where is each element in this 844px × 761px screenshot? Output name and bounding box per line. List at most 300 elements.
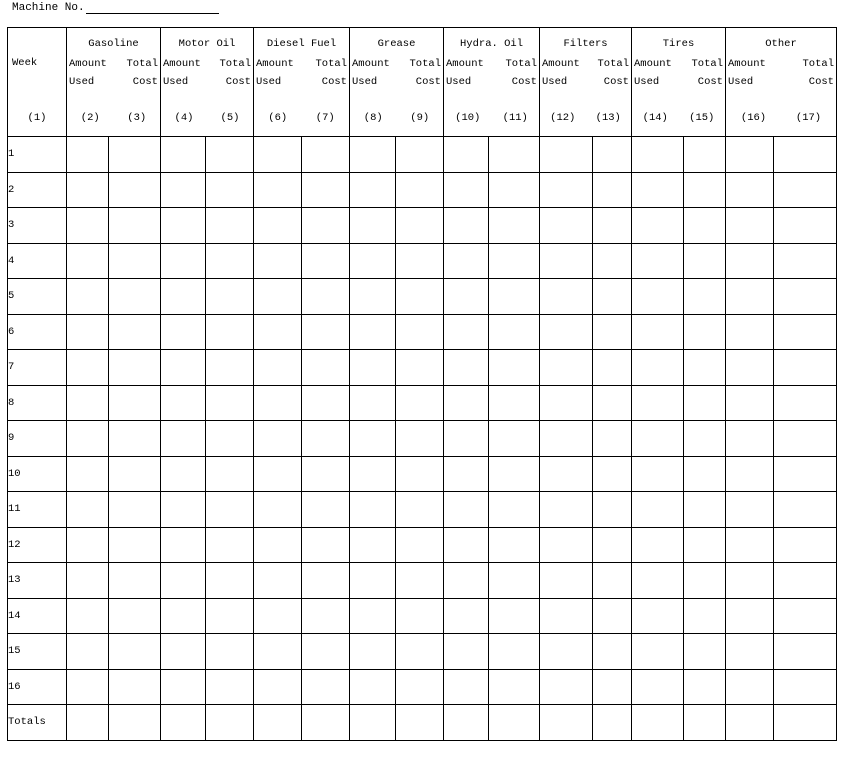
amount-used-cell[interactable] xyxy=(254,527,302,563)
amount-used-cell[interactable] xyxy=(161,350,206,386)
total-cost-cell[interactable] xyxy=(302,137,350,173)
total-cost-cell[interactable] xyxy=(684,669,726,705)
amount-used-cell[interactable] xyxy=(444,669,489,705)
total-cost-cell[interactable] xyxy=(774,492,837,528)
total-cost-cell[interactable] xyxy=(489,421,540,457)
total-cost-cell[interactable] xyxy=(684,172,726,208)
total-cost-cell[interactable] xyxy=(302,527,350,563)
week-label: 10 xyxy=(8,456,67,492)
total-cost-cell[interactable] xyxy=(206,456,254,492)
total-cost-cell[interactable] xyxy=(302,634,350,670)
amount-used-cell[interactable] xyxy=(540,492,593,528)
amount-used-cell[interactable] xyxy=(67,634,109,670)
amount-used-cell[interactable] xyxy=(632,634,684,670)
total-cost-cell[interactable] xyxy=(774,314,837,350)
total-cost-cell[interactable] xyxy=(684,137,726,173)
amount-used-cell[interactable] xyxy=(540,598,593,634)
total-cost-cell[interactable] xyxy=(593,279,632,315)
total-cost-cell[interactable] xyxy=(109,385,161,421)
total-cost-cell[interactable] xyxy=(489,350,540,386)
amount-used-cell[interactable] xyxy=(254,563,302,599)
amount-used-label: Amount Used xyxy=(163,58,201,88)
total-cost-cell[interactable] xyxy=(684,421,726,457)
total-cost-cell[interactable] xyxy=(489,705,540,741)
total-cost-cell[interactable] xyxy=(774,243,837,279)
total-cost-cell[interactable] xyxy=(593,669,632,705)
amount-used-cell[interactable] xyxy=(540,634,593,670)
total-cost-cell[interactable] xyxy=(109,137,161,173)
total-cost-cell[interactable] xyxy=(593,350,632,386)
amount-used-cell[interactable] xyxy=(632,456,684,492)
amount-used-cell[interactable] xyxy=(161,421,206,457)
amount-used-cell[interactable] xyxy=(444,598,489,634)
total-cost-cell[interactable] xyxy=(684,314,726,350)
amount-used-cell[interactable] xyxy=(254,598,302,634)
amount-used-cell[interactable] xyxy=(540,456,593,492)
total-cost-cell[interactable] xyxy=(684,243,726,279)
amount-used-cell[interactable] xyxy=(254,350,302,386)
total-cost-cell[interactable] xyxy=(206,137,254,173)
amount-used-cell[interactable] xyxy=(67,705,109,741)
total-cost-cell[interactable] xyxy=(302,563,350,599)
right-column-number: (9) xyxy=(410,112,430,124)
total-cost-cell[interactable] xyxy=(206,634,254,670)
total-cost-cell[interactable] xyxy=(396,243,444,279)
total-cost-cell[interactable] xyxy=(396,421,444,457)
total-cost-cell[interactable] xyxy=(109,634,161,670)
amount-used-cell[interactable] xyxy=(254,456,302,492)
week-row xyxy=(8,492,837,528)
total-cost-cell[interactable] xyxy=(302,243,350,279)
amount-used-cell[interactable] xyxy=(540,350,593,386)
amount-used-cell[interactable] xyxy=(67,563,109,599)
total-cost-cell[interactable] xyxy=(489,634,540,670)
total-cost-cell[interactable] xyxy=(593,208,632,244)
total-cost-cell[interactable] xyxy=(206,385,254,421)
amount-used-cell[interactable] xyxy=(726,456,774,492)
total-cost-cell[interactable] xyxy=(206,705,254,741)
week-label: 14 xyxy=(8,598,67,634)
total-cost-cell[interactable] xyxy=(302,492,350,528)
amount-used-cell[interactable] xyxy=(67,456,109,492)
total-cost-cell[interactable] xyxy=(109,172,161,208)
amount-used-cell[interactable] xyxy=(632,137,684,173)
total-cost-cell[interactable] xyxy=(489,208,540,244)
amount-used-cell[interactable] xyxy=(726,385,774,421)
amount-used-cell[interactable] xyxy=(350,634,396,670)
amount-used-cell[interactable] xyxy=(726,527,774,563)
total-cost-cell[interactable] xyxy=(593,421,632,457)
total-cost-cell[interactable] xyxy=(774,279,837,315)
total-cost-cell[interactable] xyxy=(396,279,444,315)
total-cost-cell[interactable] xyxy=(684,492,726,528)
total-cost-cell[interactable] xyxy=(396,669,444,705)
total-cost-cell[interactable] xyxy=(109,350,161,386)
total-cost-cell[interactable] xyxy=(396,705,444,741)
amount-used-cell[interactable] xyxy=(350,669,396,705)
total-cost-cell[interactable] xyxy=(206,243,254,279)
amount-used-cell[interactable] xyxy=(726,492,774,528)
total-cost-cell[interactable] xyxy=(396,208,444,244)
amount-used-cell[interactable] xyxy=(161,279,206,315)
amount-used-cell[interactable] xyxy=(67,279,109,315)
amount-used-cell[interactable] xyxy=(632,385,684,421)
total-cost-cell[interactable] xyxy=(302,669,350,705)
total-cost-cell[interactable] xyxy=(109,527,161,563)
amount-used-cell[interactable] xyxy=(67,314,109,350)
amount-used-cell[interactable] xyxy=(161,492,206,528)
total-cost-cell[interactable] xyxy=(593,385,632,421)
amount-used-cell[interactable] xyxy=(350,243,396,279)
amount-used-cell[interactable] xyxy=(444,350,489,386)
group-name: Other xyxy=(765,38,797,50)
amount-used-cell[interactable] xyxy=(254,492,302,528)
amount-used-cell[interactable] xyxy=(67,527,109,563)
amount-used-cell[interactable] xyxy=(632,243,684,279)
amount-used-cell[interactable] xyxy=(161,314,206,350)
total-cost-cell[interactable] xyxy=(396,563,444,599)
total-cost-cell[interactable] xyxy=(774,527,837,563)
amount-used-cell[interactable] xyxy=(350,456,396,492)
total-cost-cell[interactable] xyxy=(593,634,632,670)
total-cost-cell[interactable] xyxy=(593,172,632,208)
left-column-number: (2) xyxy=(80,112,100,124)
total-cost-cell[interactable] xyxy=(109,563,161,599)
total-cost-cell[interactable] xyxy=(684,598,726,634)
total-cost-cell[interactable] xyxy=(774,563,837,599)
amount-used-cell[interactable] xyxy=(632,279,684,315)
amount-used-cell[interactable] xyxy=(726,279,774,315)
amount-used-cell[interactable] xyxy=(161,705,206,741)
amount-used-cell[interactable] xyxy=(67,350,109,386)
amount-used-cell[interactable] xyxy=(254,172,302,208)
amount-used-cell[interactable] xyxy=(254,243,302,279)
total-cost-cell[interactable] xyxy=(593,705,632,741)
total-cost-cell[interactable] xyxy=(593,243,632,279)
total-cost-cell[interactable] xyxy=(109,279,161,315)
total-cost-cell[interactable] xyxy=(684,527,726,563)
amount-used-cell[interactable] xyxy=(254,421,302,457)
total-cost-cell[interactable] xyxy=(489,172,540,208)
cost-record-table xyxy=(7,27,837,741)
total-cost-cell[interactable] xyxy=(489,314,540,350)
total-cost-cell[interactable] xyxy=(302,208,350,244)
total-cost-cell[interactable] xyxy=(593,527,632,563)
total-cost-cell[interactable] xyxy=(206,279,254,315)
total-cost-cell[interactable] xyxy=(109,598,161,634)
group-name: Filters xyxy=(563,38,608,50)
amount-used-cell[interactable] xyxy=(540,705,593,741)
total-cost-cell[interactable] xyxy=(302,279,350,315)
amount-used-cell[interactable] xyxy=(632,172,684,208)
amount-used-cell[interactable] xyxy=(350,172,396,208)
amount-used-cell[interactable] xyxy=(161,243,206,279)
week-row xyxy=(8,385,837,421)
amount-used-cell[interactable] xyxy=(350,705,396,741)
total-cost-cell[interactable] xyxy=(489,456,540,492)
total-cost-label: Total Cost xyxy=(802,58,834,88)
total-cost-cell[interactable] xyxy=(489,279,540,315)
amount-used-cell[interactable] xyxy=(444,279,489,315)
amount-used-cell[interactable] xyxy=(540,669,593,705)
amount-used-cell[interactable] xyxy=(161,208,206,244)
amount-used-cell[interactable] xyxy=(67,137,109,173)
total-cost-cell[interactable] xyxy=(206,669,254,705)
amount-used-cell[interactable] xyxy=(444,208,489,244)
amount-used-cell[interactable] xyxy=(632,314,684,350)
total-cost-cell[interactable] xyxy=(206,208,254,244)
amount-used-cell[interactable] xyxy=(254,705,302,741)
total-cost-cell[interactable] xyxy=(593,137,632,173)
amount-used-cell[interactable] xyxy=(726,243,774,279)
amount-used-cell[interactable] xyxy=(726,137,774,173)
total-cost-cell[interactable] xyxy=(396,527,444,563)
total-cost-cell[interactable] xyxy=(593,314,632,350)
total-cost-cell[interactable] xyxy=(489,563,540,599)
amount-used-cell[interactable] xyxy=(632,598,684,634)
amount-used-cell[interactable] xyxy=(350,350,396,386)
amount-used-cell[interactable] xyxy=(540,279,593,315)
total-cost-cell[interactable] xyxy=(302,314,350,350)
amount-used-cell[interactable] xyxy=(350,421,396,457)
total-cost-cell[interactable] xyxy=(109,705,161,741)
total-cost-cell[interactable] xyxy=(302,421,350,457)
amount-used-cell[interactable] xyxy=(254,279,302,315)
total-cost-cell[interactable] xyxy=(489,492,540,528)
amount-used-cell[interactable] xyxy=(254,208,302,244)
amount-used-cell[interactable] xyxy=(444,456,489,492)
amount-used-cell[interactable] xyxy=(161,563,206,599)
total-cost-cell[interactable] xyxy=(489,385,540,421)
total-cost-cell[interactable] xyxy=(593,563,632,599)
total-cost-cell[interactable] xyxy=(396,492,444,528)
amount-used-label: Amount Used xyxy=(69,58,107,88)
total-cost-cell[interactable] xyxy=(206,598,254,634)
amount-used-cell[interactable] xyxy=(444,705,489,741)
amount-used-cell[interactable] xyxy=(161,385,206,421)
total-cost-cell[interactable] xyxy=(206,421,254,457)
amount-used-cell[interactable] xyxy=(540,137,593,173)
total-cost-cell[interactable] xyxy=(489,669,540,705)
total-cost-cell[interactable] xyxy=(774,208,837,244)
amount-used-cell[interactable] xyxy=(254,314,302,350)
amount-used-cell[interactable] xyxy=(726,314,774,350)
total-cost-cell[interactable] xyxy=(774,137,837,173)
total-cost-cell[interactable] xyxy=(774,456,837,492)
total-cost-cell[interactable] xyxy=(109,669,161,705)
total-cost-cell[interactable] xyxy=(109,456,161,492)
group-header-5 xyxy=(540,28,632,137)
total-cost-cell[interactable] xyxy=(109,421,161,457)
left-column-number: (4) xyxy=(174,112,194,124)
total-cost-cell[interactable] xyxy=(489,598,540,634)
amount-used-cell[interactable] xyxy=(444,172,489,208)
total-cost-cell[interactable] xyxy=(206,563,254,599)
total-cost-cell[interactable] xyxy=(684,705,726,741)
total-cost-cell[interactable] xyxy=(109,243,161,279)
total-cost-cell[interactable] xyxy=(489,527,540,563)
total-cost-cell[interactable] xyxy=(302,350,350,386)
total-cost-cell[interactable] xyxy=(396,385,444,421)
total-cost-cell[interactable] xyxy=(206,350,254,386)
right-column-number: (3) xyxy=(127,112,147,124)
total-cost-cell[interactable] xyxy=(206,527,254,563)
total-cost-cell[interactable] xyxy=(396,634,444,670)
week-row xyxy=(8,598,837,634)
amount-used-cell[interactable] xyxy=(444,314,489,350)
amount-used-cell[interactable] xyxy=(161,669,206,705)
amount-used-cell[interactable] xyxy=(254,385,302,421)
amount-used-cell[interactable] xyxy=(540,208,593,244)
amount-used-cell[interactable] xyxy=(726,669,774,705)
total-cost-cell[interactable] xyxy=(684,350,726,386)
total-cost-cell[interactable] xyxy=(684,456,726,492)
amount-used-cell[interactable] xyxy=(254,137,302,173)
week-row xyxy=(8,314,837,350)
total-cost-cell[interactable] xyxy=(396,350,444,386)
total-cost-cell[interactable] xyxy=(206,314,254,350)
amount-used-cell[interactable] xyxy=(161,172,206,208)
week-label: Totals xyxy=(8,705,67,741)
amount-used-cell[interactable] xyxy=(632,527,684,563)
amount-used-cell[interactable] xyxy=(444,563,489,599)
total-cost-cell[interactable] xyxy=(774,634,837,670)
amount-used-cell[interactable] xyxy=(540,385,593,421)
amount-used-cell[interactable] xyxy=(67,208,109,244)
total-cost-cell[interactable] xyxy=(593,492,632,528)
total-cost-cell[interactable] xyxy=(593,456,632,492)
amount-used-cell[interactable] xyxy=(350,137,396,173)
amount-used-cell[interactable] xyxy=(67,598,109,634)
amount-used-cell[interactable] xyxy=(726,350,774,386)
amount-used-cell[interactable] xyxy=(350,385,396,421)
total-cost-cell[interactable] xyxy=(206,492,254,528)
total-cost-cell[interactable] xyxy=(774,598,837,634)
amount-used-cell[interactable] xyxy=(161,634,206,670)
week-row xyxy=(8,243,837,279)
amount-used-cell[interactable] xyxy=(254,669,302,705)
amount-used-cell[interactable] xyxy=(444,243,489,279)
amount-used-cell[interactable] xyxy=(67,492,109,528)
amount-used-cell[interactable] xyxy=(726,208,774,244)
amount-used-cell[interactable] xyxy=(444,137,489,173)
week-row xyxy=(8,634,837,670)
amount-used-cell[interactable] xyxy=(726,563,774,599)
amount-used-cell[interactable] xyxy=(444,634,489,670)
total-cost-cell[interactable] xyxy=(206,172,254,208)
total-cost-cell[interactable] xyxy=(396,598,444,634)
total-cost-cell[interactable] xyxy=(396,314,444,350)
amount-used-cell[interactable] xyxy=(726,598,774,634)
left-column-number: (12) xyxy=(550,112,576,124)
amount-used-cell[interactable] xyxy=(350,598,396,634)
amount-used-cell[interactable] xyxy=(67,421,109,457)
total-cost-cell[interactable] xyxy=(774,669,837,705)
total-cost-cell[interactable] xyxy=(774,172,837,208)
amount-used-cell[interactable] xyxy=(540,527,593,563)
total-cost-cell[interactable] xyxy=(684,634,726,670)
amount-used-cell[interactable] xyxy=(540,563,593,599)
amount-used-cell[interactable] xyxy=(444,527,489,563)
amount-used-cell[interactable] xyxy=(67,385,109,421)
amount-used-cell[interactable] xyxy=(632,563,684,599)
total-cost-cell[interactable] xyxy=(302,598,350,634)
total-cost-cell[interactable] xyxy=(684,385,726,421)
amount-used-cell[interactable] xyxy=(350,314,396,350)
total-cost-cell[interactable] xyxy=(489,137,540,173)
total-cost-cell[interactable] xyxy=(109,492,161,528)
total-cost-cell[interactable] xyxy=(489,243,540,279)
amount-used-cell[interactable] xyxy=(726,634,774,670)
amount-used-cell[interactable] xyxy=(161,527,206,563)
amount-used-cell[interactable] xyxy=(632,350,684,386)
amount-used-cell[interactable] xyxy=(632,705,684,741)
total-cost-cell[interactable] xyxy=(774,385,837,421)
amount-used-cell[interactable] xyxy=(726,705,774,741)
week-row xyxy=(8,279,837,315)
amount-used-cell[interactable] xyxy=(161,456,206,492)
group-name: Tires xyxy=(662,38,695,50)
total-cost-cell[interactable] xyxy=(109,208,161,244)
amount-used-label: Amount Used xyxy=(256,58,294,88)
total-cost-cell[interactable] xyxy=(396,456,444,492)
amount-used-cell[interactable] xyxy=(444,492,489,528)
amount-used-cell[interactable] xyxy=(350,527,396,563)
amount-used-cell[interactable] xyxy=(632,421,684,457)
machine-number-blank[interactable] xyxy=(86,2,219,14)
amount-used-cell[interactable] xyxy=(350,563,396,599)
total-cost-cell[interactable] xyxy=(684,208,726,244)
total-cost-cell[interactable] xyxy=(302,172,350,208)
amount-used-cell[interactable] xyxy=(726,421,774,457)
amount-used-cell[interactable] xyxy=(540,172,593,208)
amount-used-cell[interactable] xyxy=(67,669,109,705)
total-cost-cell[interactable] xyxy=(396,172,444,208)
total-cost-cell[interactable] xyxy=(302,456,350,492)
left-column-number: (10) xyxy=(455,112,481,124)
amount-used-cell[interactable] xyxy=(350,208,396,244)
amount-used-cell[interactable] xyxy=(350,279,396,315)
amount-used-cell[interactable] xyxy=(350,492,396,528)
total-cost-cell[interactable] xyxy=(774,705,837,741)
amount-used-cell[interactable] xyxy=(67,172,109,208)
amount-used-cell[interactable] xyxy=(161,137,206,173)
amount-used-cell[interactable] xyxy=(632,492,684,528)
amount-used-cell[interactable] xyxy=(444,421,489,457)
total-cost-cell[interactable] xyxy=(109,314,161,350)
total-cost-cell[interactable] xyxy=(684,279,726,315)
amount-used-cell[interactable] xyxy=(540,243,593,279)
total-cost-cell[interactable] xyxy=(774,421,837,457)
total-cost-cell[interactable] xyxy=(593,598,632,634)
machine-number-field xyxy=(12,2,219,14)
amount-used-cell[interactable] xyxy=(726,172,774,208)
total-cost-cell[interactable] xyxy=(302,705,350,741)
total-cost-cell[interactable] xyxy=(684,563,726,599)
total-cost-cell[interactable] xyxy=(396,137,444,173)
total-cost-cell[interactable] xyxy=(774,350,837,386)
total-cost-cell[interactable] xyxy=(302,385,350,421)
amount-used-cell[interactable] xyxy=(161,598,206,634)
amount-used-cell[interactable] xyxy=(444,385,489,421)
amount-used-cell[interactable] xyxy=(540,421,593,457)
amount-used-cell[interactable] xyxy=(67,243,109,279)
amount-used-cell[interactable] xyxy=(254,634,302,670)
amount-used-cell[interactable] xyxy=(540,314,593,350)
week-label: 5 xyxy=(8,279,67,315)
amount-used-cell[interactable] xyxy=(632,669,684,705)
amount-used-cell[interactable] xyxy=(632,208,684,244)
